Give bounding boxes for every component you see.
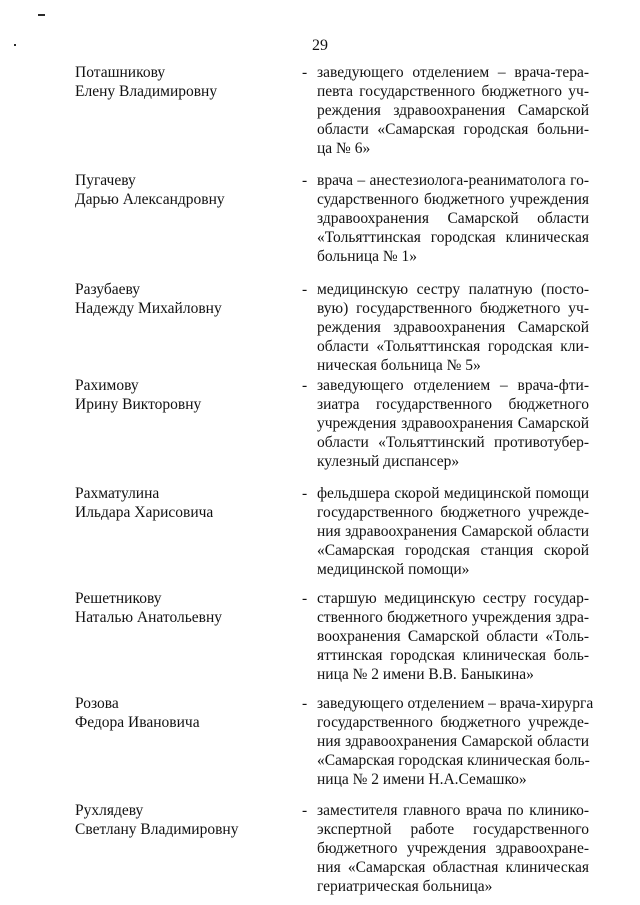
description-line: зиатра государственного бюджетного [317, 396, 589, 413]
description-line: ническая больница № 5» [317, 357, 481, 374]
description-line: яттинская городская клиническая боль- [317, 647, 589, 664]
description-line: ца № 6» [317, 140, 371, 157]
description-line: государственного бюджетного учрежде- [317, 714, 589, 731]
person-surname: Поташникову [75, 64, 166, 81]
description-line: ница № 2 имени В.В. Баныкина» [317, 666, 534, 683]
description-line: вую) государственного бюджетного уч- [317, 300, 589, 317]
position-description [317, 63, 589, 158]
person-surname: Рахимову [75, 377, 139, 394]
person-surname: Пугачеву [75, 172, 136, 189]
description-line: области «Тольяттинский противотубер- [317, 434, 589, 451]
page-number: 29 [312, 37, 328, 54]
scan-speck [38, 14, 45, 16]
description-line: заведующего отделением – врача-фти- [317, 377, 589, 394]
position-description [317, 376, 589, 471]
description-line: экспертной работе государственного [317, 821, 589, 838]
description-line: «Самарская городская клиническая боль- [317, 752, 590, 769]
description-line: ница № 2 имени Н.А.Семашко» [317, 771, 527, 788]
description-line: области «Тольяттинская городская кли- [317, 338, 589, 355]
person-surname: Решетникову [75, 590, 162, 607]
person-given-names: Ильдара Харисовича [75, 504, 214, 521]
position-description [317, 484, 589, 579]
description-line: фельдшера скорой медицинской помощи [317, 485, 589, 502]
entry-dash: - [302, 377, 308, 394]
description-line: заведующего отделением – врача-тера- [317, 64, 589, 81]
description-line: воохранения Самарской области «Толь- [317, 628, 589, 645]
person-name [75, 484, 285, 522]
entry-dash: - [302, 64, 308, 81]
position-description [317, 171, 589, 266]
person-surname: Розова [75, 695, 119, 712]
description-line: бюджетного учреждения здравоохране- [317, 840, 589, 857]
person-name [75, 801, 285, 839]
description-line: «Самарская городская станция скорой [317, 542, 589, 559]
description-line: врача – анестезиолога-реаниматолога го- [317, 172, 589, 189]
person-given-names: Наталью Анатольевну [75, 609, 223, 626]
description-line: ния «Самарская областная клиническая [317, 859, 589, 876]
description-line: сударственного бюджетного учреждения [317, 191, 589, 208]
description-line: заместителя главного врача по клинико- [317, 802, 589, 819]
description-line: медицинской помощи» [317, 561, 470, 578]
description-line: заведующего отделением – врача-хирурга [317, 695, 594, 712]
description-line: учреждения здравоохранения Самарской [317, 415, 589, 432]
entry-dash: - [302, 802, 308, 819]
description-line: государственного бюджетного учрежде- [317, 504, 589, 521]
entry-dash: - [302, 172, 308, 189]
entry-dash: - [302, 485, 308, 502]
person-name [75, 63, 285, 101]
person-surname: Рахматулина [75, 485, 160, 502]
description-line: ния здравоохранения Самарской области [317, 733, 589, 750]
person-name [75, 376, 285, 414]
person-given-names: Елену Владимировну [75, 83, 218, 100]
description-line: медицинскую сестру палатную (посто- [317, 281, 589, 298]
person-given-names: Надежду Михайловну [75, 300, 222, 317]
person-name [75, 280, 285, 318]
description-line: «Тольяттинская городская клиническая [317, 229, 589, 246]
position-description [317, 589, 589, 684]
person-given-names: Дарью Александровну [75, 191, 225, 208]
entry-dash: - [302, 281, 308, 298]
person-surname: Рухлядеву [75, 802, 144, 819]
person-name [75, 694, 285, 732]
entry-dash: - [302, 590, 308, 607]
description-line: гериатрическая больница» [317, 878, 493, 895]
person-surname: Разубаеву [75, 281, 141, 298]
description-line: области «Самарская городская больни- [317, 121, 589, 138]
person-given-names: Светлану Владимировну [75, 821, 239, 838]
entry-dash: - [302, 695, 308, 712]
description-line: ственного бюджетного учреждения здра- [317, 609, 589, 626]
description-line: больница № 1» [317, 248, 418, 265]
person-name [75, 589, 285, 627]
description-line: ния здравоохранения Самарской области [317, 523, 589, 540]
description-line: здравоохранения Самарской области [317, 210, 589, 227]
description-line: реждения здравоохранения Самарской [317, 319, 589, 336]
person-given-names: Ирину Викторовну [75, 396, 202, 413]
description-line: певта государственного бюджетного уч- [317, 83, 589, 100]
description-line: кулезный диспансер» [317, 453, 460, 470]
description-line: реждения здравоохранения Самарской [317, 102, 589, 119]
person-name [75, 171, 285, 209]
description-line: старшую медицинскую сестру государ- [317, 590, 589, 607]
position-description [317, 694, 594, 789]
person-given-names: Федора Ивановича [75, 714, 200, 731]
position-description [317, 280, 589, 375]
position-description [317, 801, 589, 896]
